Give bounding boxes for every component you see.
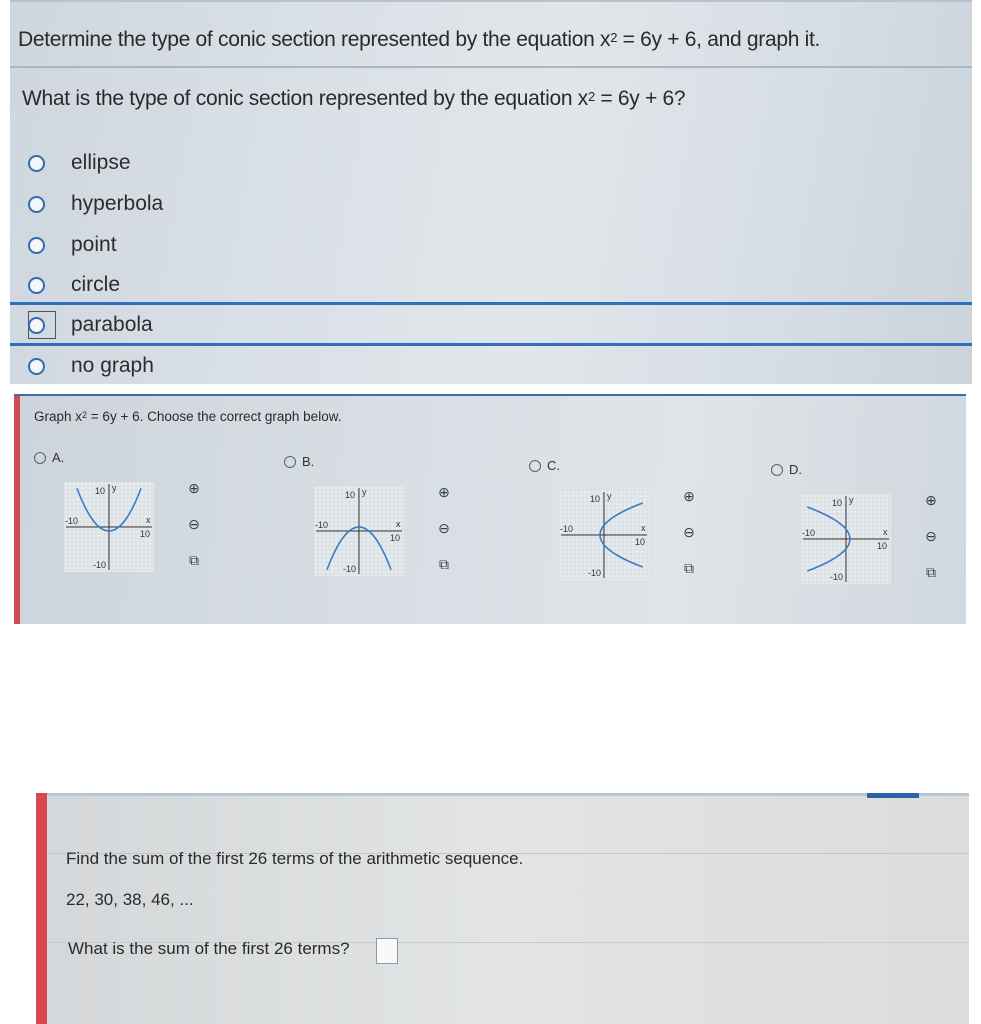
- option-no-graph[interactable]: [28, 349, 154, 383]
- zoom-in-icon[interactable]: ⊕: [683, 488, 695, 504]
- tick-label: 10: [635, 537, 646, 547]
- expand-icon[interactable]: ⧉: [189, 552, 199, 568]
- answer-input[interactable]: [376, 938, 398, 964]
- option-hyperbola[interactable]: [28, 187, 163, 221]
- sequence-question: Find the sum of the first 26 terms of the arithmetic sequence.: [66, 849, 524, 868]
- option-parabola[interactable]: [28, 308, 153, 342]
- axis-label: y: [607, 491, 612, 501]
- choice-letter: A.: [52, 450, 65, 465]
- tick-label: -10: [93, 560, 107, 570]
- radio-button[interactable]: [284, 456, 296, 468]
- axis-label: x: [883, 527, 888, 537]
- graph-choice-c[interactable]: [529, 460, 739, 600]
- zoom-in-icon[interactable]: ⊕: [925, 492, 937, 508]
- axis-label: x: [146, 515, 151, 525]
- graph-choice-d[interactable]: [771, 464, 981, 604]
- radio-button[interactable]: [771, 464, 783, 476]
- graph-choice-a[interactable]: [34, 452, 244, 592]
- expand-icon[interactable]: ⧉: [926, 564, 936, 580]
- axis-label: y: [849, 495, 854, 505]
- choice-letter: B.: [302, 454, 315, 469]
- radio-button[interactable]: [529, 460, 541, 472]
- tick-label: -10: [315, 520, 329, 530]
- axis-label: y: [112, 483, 117, 493]
- sum-prompt: What is the sum of the first 26 terms?: [68, 939, 350, 958]
- choice-letter: C.: [547, 458, 560, 473]
- tick-label: 10: [95, 486, 106, 496]
- graph-question-panel: [14, 394, 966, 624]
- option-label: hyperbola: [71, 192, 164, 215]
- tick-label: 10: [590, 494, 601, 504]
- radio-button[interactable]: [28, 358, 45, 375]
- graph-thumbnail[interactable]: [314, 486, 404, 576]
- radio-button[interactable]: [28, 237, 45, 254]
- tick-label: -10: [560, 524, 574, 534]
- sequence-question-panel: [36, 793, 969, 1024]
- tick-label: -10: [830, 572, 844, 582]
- zoom-in-icon[interactable]: ⊕: [438, 484, 450, 500]
- selected-option-highlight: [10, 302, 972, 346]
- option-label: circle: [71, 273, 121, 296]
- accent-tab: [867, 793, 919, 798]
- option-label: point: [71, 233, 117, 256]
- zoom-out-icon[interactable]: ⊖: [925, 528, 937, 544]
- tick-label: 10: [390, 533, 401, 543]
- choice-letter: D.: [789, 462, 802, 477]
- divider: [47, 793, 969, 796]
- conic-question-panel: [10, 0, 972, 384]
- zoom-out-icon[interactable]: ⊖: [188, 516, 200, 532]
- tick-label: -10: [802, 528, 816, 538]
- graph-prompt: Graph $x^2 = 6y + 6$. Choose the correct graph below.: [34, 409, 342, 424]
- option-label: no graph: [71, 354, 154, 377]
- question-status-bar: [36, 793, 47, 1024]
- graph-choice-b[interactable]: [284, 456, 494, 596]
- radio-button[interactable]: [28, 155, 45, 172]
- graph-thumbnail[interactable]: [801, 494, 891, 584]
- radio-button[interactable]: [34, 452, 46, 464]
- option-ellipse[interactable]: [28, 146, 131, 180]
- expand-icon[interactable]: ⧉: [439, 556, 449, 572]
- radio-button[interactable]: [28, 277, 45, 294]
- tick-label: 10: [877, 541, 888, 551]
- question-subtitle: What is the type of conic section represented by the equation $x^2 = 6y + 6$?: [22, 87, 686, 110]
- option-label: ellipse: [71, 151, 131, 174]
- question-title: Determine the type of conic section represented by the equation $x^2 = 6y + 6$, and graph it.: [18, 28, 821, 51]
- tick-label: -10: [343, 564, 357, 574]
- tick-label: -10: [588, 568, 602, 578]
- zoom-out-icon[interactable]: ⊖: [438, 520, 450, 536]
- tick-label: 10: [140, 529, 151, 539]
- expand-icon[interactable]: ⧉: [684, 560, 694, 576]
- graph-thumbnail[interactable]: [559, 490, 649, 580]
- zoom-out-icon[interactable]: ⊖: [683, 524, 695, 540]
- graph-thumbnail[interactable]: [64, 482, 154, 572]
- axis-label: x: [641, 523, 646, 533]
- option-point[interactable]: [28, 228, 117, 262]
- tick-label: 10: [345, 490, 356, 500]
- sequence-terms: 22, 30, 38, 46, ...: [66, 890, 194, 909]
- axis-label: x: [396, 519, 401, 529]
- option-label: parabola: [71, 313, 153, 336]
- tick-label: -10: [65, 516, 79, 526]
- axis-label: y: [362, 487, 367, 497]
- divider: [10, 66, 972, 68]
- option-circle[interactable]: [28, 268, 120, 302]
- tick-label: 10: [832, 498, 843, 508]
- zoom-in-icon[interactable]: ⊕: [188, 480, 200, 496]
- radio-button[interactable]: [28, 196, 45, 213]
- radio-button[interactable]: [28, 317, 45, 334]
